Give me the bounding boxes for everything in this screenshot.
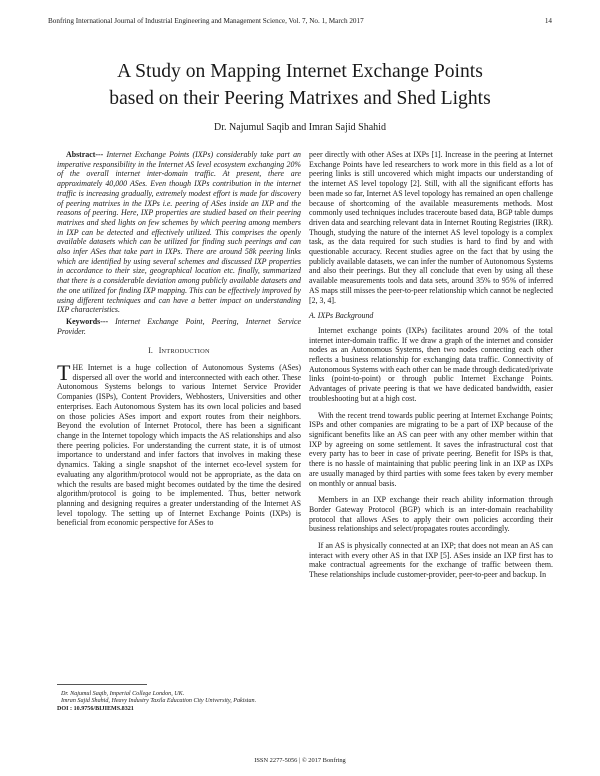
keywords-label: Keywords---	[66, 316, 109, 326]
doi: DOI : 10.9756/BIJIEMS.8321	[57, 706, 134, 713]
right-paragraph-2: Internet exchange points (IXPs) facilitates around 20% of the total internet inter-domain traffic. If we draw a graph of the internet and consider nodes as an Autonomous Systems, then two nodes connecting each other reflects a business relationship for exchanging data traffic. Connectivity of Autonomous Systems with each other can be made through dedicated/private links (point-to-point) or through public Internet Exchange Points. Advantages of private peering is that we have dedicated bandwidth, easier troubleshooting but at a high cost.	[309, 325, 553, 403]
right-paragraph-3: With the recent trend towards public peering at Internet Exchange Points; ISPs and other companies are migrating to be a part of IXP because of the significant benefits like an AS can peer with any other member within that IXP by agreeing on some settlement. It saves the infrastructural cost that every party has to beer in case of private peering. Benefit for ISPs is that, there is no hassle of maintaining that public peering link in an IXP as IXPs are usually managed by third parties with some fees taken by every member on monthly or annual basis.	[309, 410, 553, 488]
title-line-1: A Study on Mapping Internet Exchange Points	[117, 61, 483, 82]
keywords	[57, 317, 301, 336]
footnote-author-1: Dr. Najumul Saqib, Imperial College London, UK.	[61, 691, 185, 697]
journal-info: Bonfring International Journal of Industrial Engineering and Management Science, Vol. 7, No. 1, March 2017	[48, 17, 364, 25]
right-column	[309, 150, 553, 580]
keywords-text: Internet Exchange Point, Peering, Internet Service Provider.	[57, 316, 301, 336]
subsection-heading: A. IXPs Background	[309, 311, 374, 321]
section-initial: I	[158, 346, 162, 356]
running-header	[48, 17, 552, 26]
authors: Dr. Najumul Saqib and Imran Sajid Shahid	[214, 122, 386, 133]
footnote	[57, 684, 301, 714]
abstract	[57, 150, 301, 315]
abstract-text: Internet Exchange Points (IXPs) considerably take part an imperative responsibility in the Internet AS level ecosystem exchanging 20% of the overall internet inter-domain traffic. At present, there are approximately 40,000 ASes. Even though IXPs contribution in the internet traffic is increasing gradually, extremely modest effort is made for discovery of peering matrixes in the IXPs i.e. peering of ASes inside an IXP and the reasons of peering. Here, IXP properties are studied based on their peering matrixes and shed lights on few schemes by which peering among members in IXP can be detected and effectively utilized. This comprises the openly available datasets which can be utilized for finding such peerings and can also infer ASes that take part in IXPs. There are around 58k peering links which are identified by using several schemes and discussed IXP properties in accordance to their size, geographical location etc. finally, summarized that there is a considerable deviation among publicly available datasets and the one utilized for finding IXP mapping. This can be effectively improved by using different techniques and can have a better impact on understanding IXP characteristics.	[57, 150, 301, 315]
page-footer: ISSN 2277-5056 | © 2017 Bonfring	[254, 757, 346, 764]
right-paragraph-1: peer directly with other ASes at IXPs [1]. Increase in the peering at Internet Exchange Points have led researchers to work more in this field as a lot of peering links is still uncovered which might impacts our understanding of the internet AS level topology [2]. Still, with all the significant efforts has been made so far, Internet AS level topology has remained an open challenge because of shortcoming of the available measurements methods. Most commonly used techniques includes traceroute based data, BGP table dumps driven data and searching relevant data in Internet Routing Registries (IRR). Though, studying the nature of the internet AS level topology is a complex task, as the data required for such studies is hard to find by and with questionable accuracy. Recent studies agree on the fact that by using the publicly available datasets, we can infer the number of Autonomous Systems and also their peerings. But they all conclude that even by using all these available measurements tools and data sets, around 35% to 95% of inferred AS maps still misses the peer-to-peer relationship which cannot be neglected [2, 3, 4].	[309, 150, 553, 305]
section-rest: NTRODUCTION	[161, 348, 210, 356]
footnote-rule	[57, 684, 147, 685]
paper-title	[40, 58, 560, 112]
page-number: 14	[544, 17, 552, 25]
left-column	[57, 150, 301, 528]
drop-cap: T	[57, 360, 71, 386]
section-numeral: I.	[148, 346, 153, 356]
intro-text: HE Internet is a huge collection of Autonomous Systems (ASes) dispersed all over the world and interconnected with each other. These Autonomous Systems belongs to various Internet Service Provider Companies (ISPs), Content Providers, Webhosters, Universities and other enterprises. Each Autonomous System has its own local policies and based on those policies ASes import and export routes from their neighbors. Beyond the evolution of Internet Protocol, there has been a significant change in the Internet topology which impacts the AS relationships and also there peering policies. For understanding the current state, it is of utmost importance to understand and infer factors that involves in making these dynamics. Taking a single snapshot of the internet eco-level system for evaluating any algorithm/protocol would not be appropriate, as the data on which the results are based might becomes outdated by the time the desired algorithm/protocol is going to be implemented. Thus, better network planning and designing requires a greater understanding of the Internet AS level topology. The setting up of Internet Exchange Points (IXPs) is beneficial from economic perspective for ASes to	[57, 363, 301, 528]
intro-paragraph	[57, 360, 301, 528]
right-paragraph-4: Members in an IXP exchange their reach ability information through Border Gateway Protocol (BGP) which is an inter-domain reachability protocol that allows ASes to apply their own policies according their business relationships and select/propagates routes accordingly.	[309, 495, 553, 534]
title-line-2: based on their Peering Matrixes and Shed Lights	[109, 88, 491, 109]
section-heading-introduction	[57, 346, 301, 357]
footnote-author-2: Imran Sajid Shahid, Heavy Industry Taxila Education City University, Pakistan.	[61, 698, 257, 705]
right-paragraph-5: If an AS is physically connected at an IXP; that does not mean an AS can interact with every other AS in that IXP [5]. ASes inside an IXP first has to make contractual agreements for the exchange of traffic between them. These relationships include customer-provider, peer-to-peer and backup. In	[309, 541, 553, 580]
abstract-label: Abstract---	[66, 150, 104, 159]
